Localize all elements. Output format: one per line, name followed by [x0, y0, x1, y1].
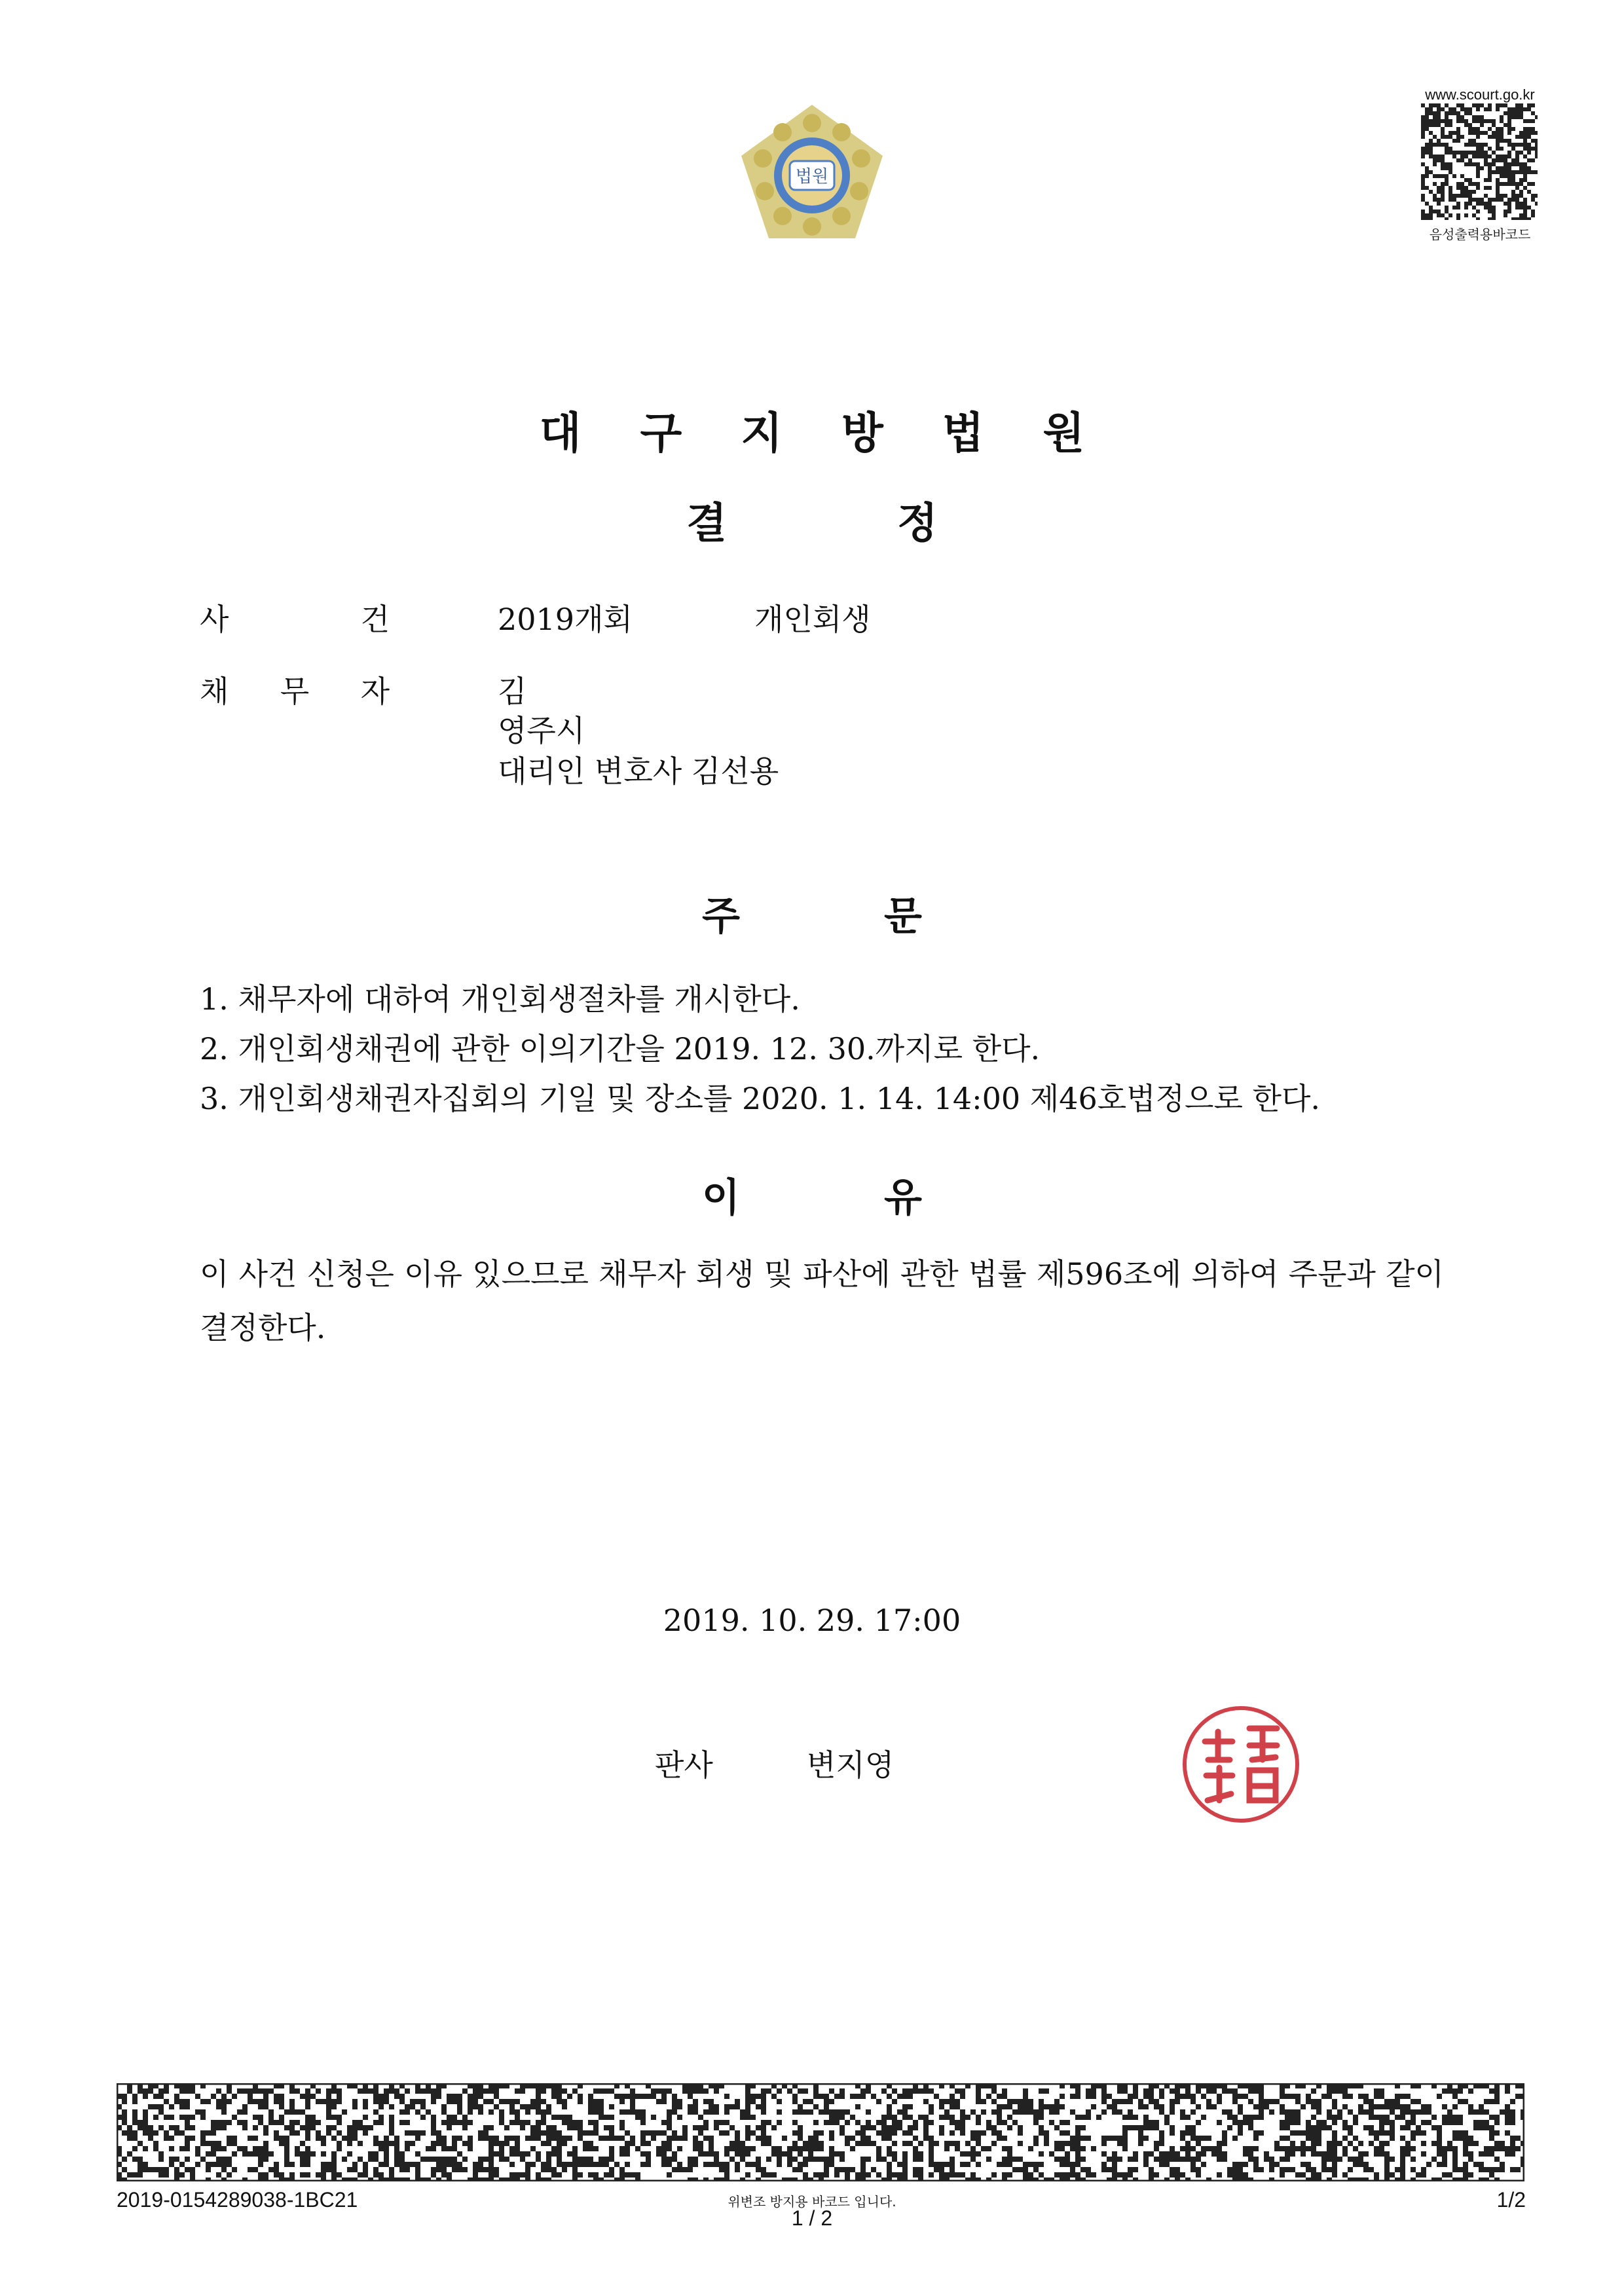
- order-item: 1. 채무자에 대하여 개인회생절차를 개시한다.: [200, 981, 800, 1017]
- case-number: 2019개회: [498, 602, 633, 637]
- qr-caption: 음성출력용바코드: [1429, 227, 1531, 242]
- judge-seal-icon: [1179, 1702, 1303, 1827]
- order-item: 3. 개인회생채권자집회의 기일 및 장소를 2020. 1. 14. 14:00 제46호법정으로 한다.: [200, 1081, 1321, 1116]
- anti-forgery-barcode-icon: [117, 2083, 1524, 2181]
- qr-code-icon: [1421, 103, 1538, 220]
- court-emblem-icon: [733, 98, 891, 255]
- court-name: 대구지방법원: [539, 408, 1144, 458]
- debtor-label: [200, 668, 390, 711]
- page-indicator-right: 1/2: [1496, 2188, 1526, 2212]
- page-indicator-center: 1 / 2: [791, 2206, 833, 2230]
- document-number: 2019-0154289038-1BC21: [117, 2188, 358, 2212]
- judge-name: 변지영: [807, 1747, 895, 1783]
- reason-text: 이 사건 신청은 이유 있으므로 채무자 회생 및 파산에 관한 법률 제596조에 의하여 주문과 같이 결정한다.: [200, 1256, 1444, 1345]
- case-label-char: 건: [360, 602, 390, 637]
- anti-forgery-note: 위변조 방지용 바코드 입니다.: [728, 2194, 896, 2210]
- debtor-representative: 대리인 변호사 김선용: [498, 754, 779, 789]
- judge-title: 판사: [655, 1747, 713, 1783]
- debtor-label-char: 무: [280, 674, 310, 709]
- qr-url: www.scourt.go.kr: [1425, 86, 1535, 103]
- reason-heading: 이유: [702, 1175, 1066, 1221]
- order-item: 2. 개인회생채권에 관한 이의기간을 2019. 12. 30.까지로 한다.: [200, 1031, 1041, 1066]
- debtor-label-char: 자: [360, 674, 390, 709]
- case-label-char: 사: [200, 602, 229, 637]
- debtor-label-char: 채: [200, 674, 229, 709]
- debtor-name: 김: [498, 674, 527, 709]
- emblem-text: 법원: [795, 167, 829, 187]
- debtor-address: 영주시: [498, 713, 585, 748]
- decision-datetime: 2019. 10. 29. 17:00: [663, 1603, 961, 1638]
- case-type: 개인회생: [754, 602, 871, 637]
- document-title: 결정: [686, 500, 1108, 548]
- order-heading: 주문: [702, 894, 1066, 939]
- case-label: [200, 596, 390, 639]
